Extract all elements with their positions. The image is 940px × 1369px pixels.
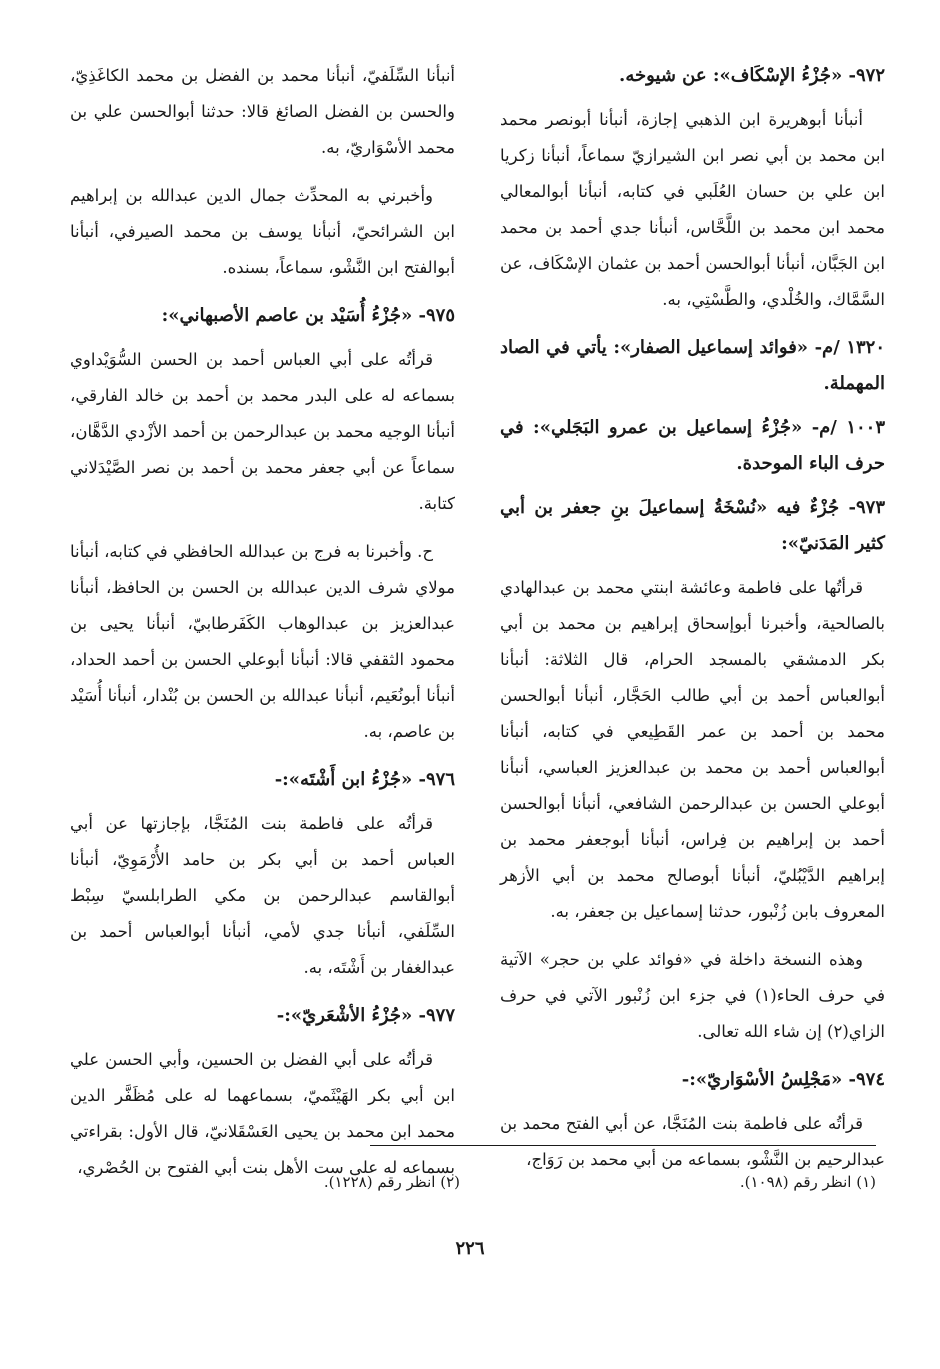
entry-heading-976: ٩٧٦- «جُزْءُ ابن أَشْتَه»:- (274, 769, 455, 790)
entry-text-972: أنبأنا أبوهريرة ابن الذهبي إجازة، أنبأنا أبونصر محمد ابن محمد بن أبي نصر ابن الشيرازيّ سماعاً، أنبأنا زكريا ابن علي بن حسان العُلَبي في كتابه، أنبأنا أبوالمعالي محمد ابن محمد بن اللَّحَّاس، أنبأنا جدي أحمد بن محمد ابن الجَبَّان، أنبأنا أبوالحسن أحمد بن عثمان الإسْكَاف، عن السَّمَّاك، والخُلْدي، والطَّسْتِي، به. (500, 110, 885, 309)
entry-text-974b: أنبأنا السِّلَفيّ، أنبأنا محمد بن الفضل بن محمد الكاغَذِيّ، والحسن بن الفضل الصائغ قالا: حدثنا أبوالحسن علي بن محمد الأسْوَاريّ، به. (70, 66, 455, 157)
entry-heading-974: ٩٧٤- «مَجْلِسُ الأسْوَاريّ»:- (681, 1069, 885, 1090)
entry-heading-977: ٩٧٧- «جُزْءُ الأشْعَريّ»:- (276, 1005, 455, 1026)
entry-heading-972: ٩٧٢- «جُزْءُ الإسْكَاف»: عن شيوخه. (619, 65, 885, 86)
entry-heading-1003: ١٠٠٣ /م- «جُزْءُ إسماعيل بن عمرو البَجَلي»: في حرف الباء الموحدة. (500, 417, 885, 474)
entry-text-975a: قرأتُه على أبي العباس أحمد بن الحسن السُّوَيْداوي بسماعه له على البدر محمد بن أحمد بن خالد الفارقي، أنبأنا الوجيه محمد بن عبدالرحمن بن أحمد الأزْدي الدَّهَّان، سماعاً عن أبي جعفر محمد بن أحمد بن نصر الصَّيْدَلاني كتابة. (70, 350, 455, 513)
entry-heading-975: ٩٧٥- «جُزْءُ أُسَيْد بن عاصم الأصبهاني»: (161, 305, 455, 326)
entry-text-973b: وهذه النسخة داخلة في «فوائد علي بن حجر» الآتية في حرف الحاء(١) في جزء ابن زُنْبور الآتي في حرف الزاي(٢) إن شاء الله تعالى. (500, 950, 885, 1041)
page-number: ٢٢٦ (455, 1238, 485, 1259)
entry-heading-1320: ١٣٢٠ /م- «فوائد إسماعيل الصفار»: يأتي في الصاد المهملة. (500, 337, 885, 394)
footnote-2: (٢) انظر رقم (١٢٢٨). (323, 1173, 460, 1191)
entry-text-977: قرأتُه على أبي الفضل بن الحسين، وأبي الحسن علي ابن أبي بكر الهَيْثَميّ، بسماعهما له على مُظَفَّر الدين محمد ابن محمد بن يحيى العَسْقَلانيّ، قال الأول: بقراءتي بسماعه له على ست الأهل بنت أبي الفتوح بن الحُصْري، (70, 1050, 455, 1177)
footnote-divider (370, 1145, 876, 1146)
entry-text-973a: قرأتُها على فاطمة وعائشة ابنتي محمد بن عبدالهادي بالصالحية، وأخبرنا أبوإسحاق إبراهيم بن محمد بن أبي بكر الدمشقي بالمسجد الحرام، قال الثلاثة: أنبأنا أبوالعباس أحمد بن أبي طالب الحَجَّار، أنبأنا أبوالحسن محمد بن أحمد بن عمر القَطِيعي في كتابه، أنبأنا أبوالعباس أحمد بن محمد بن عبدالعزيز العباسي، أنبأنا أبوعلي الحسن بن عبدالرحمن الشافعي، أنبأنا أبوالحسن أحمد بن إبراهيم بن فِراس، أنبأنا أبوجعفر محمد بن إبراهيم الدَّيْبُليّ، أنبأنا أبوصالح محمد بن أبي الأزهر المعروف بابن زُنْبور، حدثنا إسماعيل بن جعفر، به. (500, 578, 885, 921)
entry-heading-973: ٩٧٣- جُزْءٌ فيه «نُسْخَةُ إسماعيلَ بنِ جعفر بن أبي كثير المَدَنيّ»: (500, 497, 885, 554)
entry-text-974c: وأخبرني به المحدِّث جمال الدين عبدالله بن إبراهيم ابن الشرائحيّ، أنبأنا يوسف بن محمد الصيرفي، أنبأنا أبوالفتح ابن النَّشْو، سماعاً، بسنده. (70, 186, 455, 277)
left-column (70, 58, 455, 1198)
footnote-1: (١) انظر رقم (١٠٩٨). (739, 1173, 876, 1191)
right-column (500, 58, 885, 1190)
entry-text-974: قرأتُه على فاطمة بنت المُنَجَّا، عن أبي الفتح محمد بن عبدالرحيم بن النَّشْو، بسماعه من أبي محمد بن رَوَاج، (500, 1114, 885, 1169)
entry-text-976: قرأتُه على فاطمة بنت المُنَجَّا، بإجازتها عن أبي العباس أحمد بن أبي بكر بن حامد الأُرْمَوِيّ، أنبأنا أبوالقاسم عبدالرحمن بن مكي الطرابلسيّ سِبْط السِّلَفي، أنبأنا جدي لأمي، أنبأنا أبوالعباس أحمد بن عبدالغفار بن أَشْتَه، به. (70, 814, 455, 977)
entry-text-975b: ح. وأخبرنا به فرج بن عبدالله الحافظي في كتابه، أنبأنا مولاي شرف الدين عبدالله بن الحسن بن الحافظ، أنبأنا عبدالعزيز بن عبدالوهاب الكَفَرطابيّ، أنبأنا يحيى بن محمود الثقفي قالا: أنبأنا أبوعلي الحسن بن أحمد الحداد، أنبأنا أبونُعَيم، أنبأنا عبدالله بن الحسن بن بُنْدار، أنبأنا أُسَيْد بن عاصم، به. (70, 542, 455, 741)
